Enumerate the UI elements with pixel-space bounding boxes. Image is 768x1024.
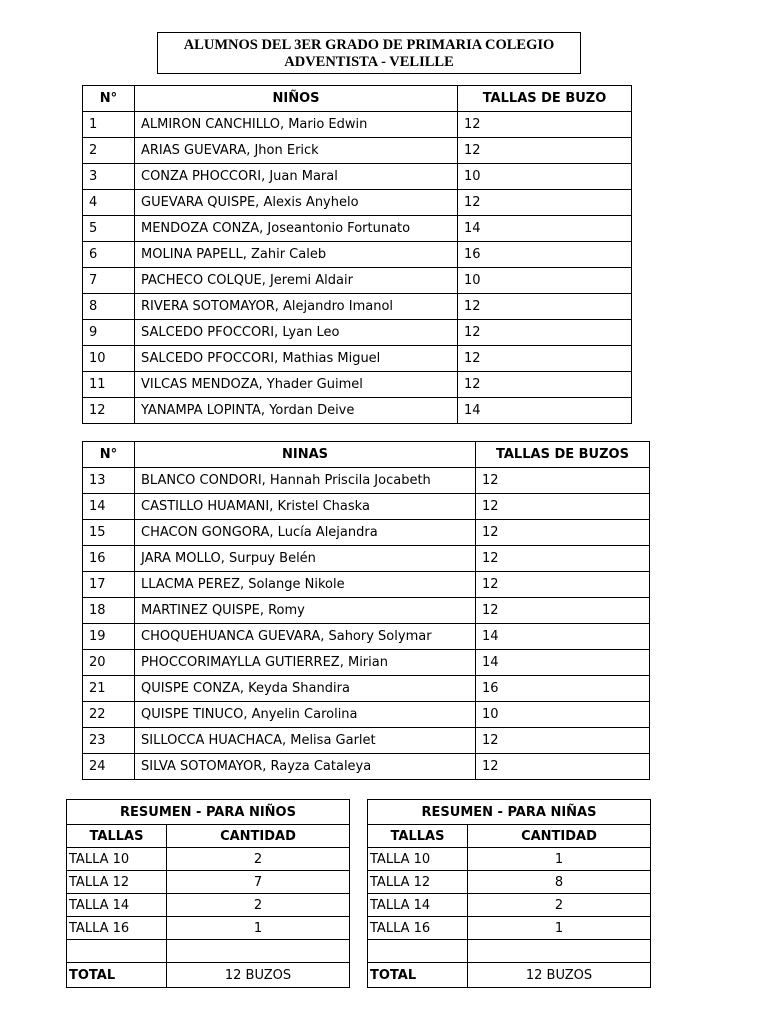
table-cell: 18 bbox=[83, 598, 135, 624]
table-row bbox=[83, 398, 632, 424]
table-cell: CONZA PHOCCORI, Juan Maral bbox=[135, 164, 458, 190]
table-cell: SILLOCCA HUACHACA, Melisa Garlet bbox=[135, 728, 476, 754]
table-row bbox=[67, 848, 350, 871]
table-cell: 7 bbox=[167, 871, 350, 894]
summary-total-label: TOTAL bbox=[368, 963, 468, 988]
table-cell: TALLA 12 bbox=[368, 871, 468, 894]
boys-table bbox=[82, 85, 632, 424]
table-row bbox=[67, 940, 350, 963]
table-cell: ALMIRON CANCHILLO, Mario Edwin bbox=[135, 112, 458, 138]
table-cell: 12 bbox=[458, 112, 632, 138]
table-cell bbox=[368, 940, 468, 963]
table-cell: 8 bbox=[83, 294, 135, 320]
title-line-2: ADVENTISTA - VELILLE bbox=[284, 54, 454, 70]
table-cell: RIVERA SOTOMAYOR, Alejandro Imanol bbox=[135, 294, 458, 320]
table-row bbox=[83, 520, 650, 546]
table-cell: MENDOZA CONZA, Joseantonio Fortunato bbox=[135, 216, 458, 242]
summary-header-sizes: TALLAS bbox=[67, 825, 167, 848]
table-row bbox=[83, 676, 650, 702]
table-cell: 12 bbox=[458, 138, 632, 164]
table-row bbox=[67, 894, 350, 917]
table-row bbox=[368, 871, 651, 894]
boys-table-body bbox=[83, 112, 632, 424]
table-cell: 12 bbox=[476, 468, 650, 494]
summary-boys-table bbox=[66, 799, 350, 988]
table-cell: TALLA 16 bbox=[368, 917, 468, 940]
table-cell: 14 bbox=[83, 494, 135, 520]
table-cell: 2 bbox=[167, 848, 350, 871]
table-row bbox=[83, 468, 650, 494]
table-cell: 2 bbox=[167, 894, 350, 917]
table-row bbox=[83, 650, 650, 676]
table-cell bbox=[167, 940, 350, 963]
table-row bbox=[83, 320, 632, 346]
table-cell: 3 bbox=[83, 164, 135, 190]
document-title bbox=[157, 32, 581, 74]
table-row bbox=[83, 598, 650, 624]
table-cell bbox=[67, 940, 167, 963]
table-cell: 20 bbox=[83, 650, 135, 676]
summary-total-row bbox=[368, 963, 651, 988]
header-number: N° bbox=[83, 86, 135, 112]
header-size: TALLAS DE BUZO bbox=[458, 86, 632, 112]
table-cell: 14 bbox=[476, 650, 650, 676]
table-cell: 14 bbox=[458, 216, 632, 242]
table-cell: 12 bbox=[458, 320, 632, 346]
table-row bbox=[83, 138, 632, 164]
table-cell: PHOCCORIMAYLLA GUTIERREZ, Mirian bbox=[135, 650, 476, 676]
summary-girls-table bbox=[367, 799, 651, 988]
table-cell: 16 bbox=[476, 676, 650, 702]
table-cell: SILVA SOTOMAYOR, Rayza Cataleya bbox=[135, 754, 476, 780]
table-cell: 16 bbox=[83, 546, 135, 572]
table-row bbox=[83, 216, 632, 242]
table-cell: 12 bbox=[476, 494, 650, 520]
table-cell: 12 bbox=[458, 346, 632, 372]
table-cell: 5 bbox=[83, 216, 135, 242]
table-row bbox=[83, 268, 632, 294]
table-cell: CHOQUEHUANCA GUEVARA, Sahory Solymar bbox=[135, 624, 476, 650]
table-cell: 12 bbox=[476, 520, 650, 546]
table-row bbox=[83, 294, 632, 320]
table-cell: 12 bbox=[83, 398, 135, 424]
table-cell: 19 bbox=[83, 624, 135, 650]
summary-title: RESUMEN - PARA NIÑAS bbox=[368, 800, 651, 825]
table-row bbox=[83, 754, 650, 780]
table-row bbox=[83, 346, 632, 372]
table-cell: BLANCO CONDORI, Hannah Priscila Jocabeth bbox=[135, 468, 476, 494]
table-row bbox=[83, 242, 632, 268]
table-row bbox=[83, 112, 632, 138]
table-row bbox=[83, 546, 650, 572]
table-cell: TALLA 10 bbox=[368, 848, 468, 871]
table-row bbox=[83, 702, 650, 728]
table-row bbox=[368, 894, 651, 917]
table-cell: TALLA 16 bbox=[67, 917, 167, 940]
table-cell: CHACON GONGORA, Lucía Alejandra bbox=[135, 520, 476, 546]
girls-table bbox=[82, 441, 650, 780]
boys-header-row bbox=[83, 86, 632, 112]
table-row bbox=[368, 940, 651, 963]
table-cell: 12 bbox=[458, 190, 632, 216]
summary-total-value: 12 BUZOS bbox=[468, 963, 651, 988]
table-cell: 12 bbox=[476, 754, 650, 780]
table-cell: 12 bbox=[458, 372, 632, 398]
header-size: TALLAS DE BUZOS bbox=[476, 442, 650, 468]
table-row bbox=[67, 917, 350, 940]
table-cell: MARTINEZ QUISPE, Romy bbox=[135, 598, 476, 624]
table-cell: 11 bbox=[83, 372, 135, 398]
table-cell: 15 bbox=[83, 520, 135, 546]
table-cell: 8 bbox=[468, 871, 651, 894]
table-row bbox=[67, 871, 350, 894]
table-cell: 13 bbox=[83, 468, 135, 494]
table-cell: 10 bbox=[458, 268, 632, 294]
table-cell: 17 bbox=[83, 572, 135, 598]
header-names: NIÑOS bbox=[135, 86, 458, 112]
table-cell: 14 bbox=[476, 624, 650, 650]
table-cell: 1 bbox=[468, 848, 651, 871]
table-cell: CASTILLO HUAMANI, Kristel Chaska bbox=[135, 494, 476, 520]
table-cell: SALCEDO PFOCCORI, Lyan Leo bbox=[135, 320, 458, 346]
table-cell: 7 bbox=[83, 268, 135, 294]
table-cell: 24 bbox=[83, 754, 135, 780]
table-cell: 2 bbox=[468, 894, 651, 917]
table-cell: 10 bbox=[83, 346, 135, 372]
girls-table-body bbox=[83, 468, 650, 780]
girls-header-row bbox=[83, 442, 650, 468]
table-row bbox=[83, 372, 632, 398]
table-cell: 12 bbox=[458, 294, 632, 320]
table-cell: SALCEDO PFOCCORI, Mathias Miguel bbox=[135, 346, 458, 372]
summary-total-value: 12 BUZOS bbox=[167, 963, 350, 988]
table-cell: YANAMPA LOPINTA, Yordan Deive bbox=[135, 398, 458, 424]
table-cell: 4 bbox=[83, 190, 135, 216]
table-cell: 9 bbox=[83, 320, 135, 346]
table-cell: 6 bbox=[83, 242, 135, 268]
table-cell: 12 bbox=[476, 598, 650, 624]
table-cell: 1 bbox=[83, 112, 135, 138]
table-cell: 12 bbox=[476, 546, 650, 572]
table-cell: 12 bbox=[476, 572, 650, 598]
header-names: NINAS bbox=[135, 442, 476, 468]
summary-header-quantity: CANTIDAD bbox=[468, 825, 651, 848]
summary-header-sizes: TALLAS bbox=[368, 825, 468, 848]
table-cell: JARA MOLLO, Surpuy Belén bbox=[135, 546, 476, 572]
title-line-1: ALUMNOS DEL 3ER GRADO DE PRIMARIA COLEGIO bbox=[183, 37, 555, 53]
table-row bbox=[83, 624, 650, 650]
table-cell: ARIAS GUEVARA, Jhon Erick bbox=[135, 138, 458, 164]
table-cell: GUEVARA QUISPE, Alexis Anyhelo bbox=[135, 190, 458, 216]
table-cell: LLACMA PEREZ, Solange Nikole bbox=[135, 572, 476, 598]
header-number: N° bbox=[83, 442, 135, 468]
table-row bbox=[368, 917, 651, 940]
table-cell: 23 bbox=[83, 728, 135, 754]
table-cell: 21 bbox=[83, 676, 135, 702]
table-row bbox=[368, 848, 651, 871]
table-cell: 14 bbox=[458, 398, 632, 424]
table-row bbox=[83, 572, 650, 598]
table-cell: 1 bbox=[167, 917, 350, 940]
summary-title: RESUMEN - PARA NIÑOS bbox=[67, 800, 350, 825]
table-row bbox=[83, 164, 632, 190]
summary-total-row bbox=[67, 963, 350, 988]
table-row bbox=[83, 494, 650, 520]
table-cell: QUISPE TINUCO, Anyelin Carolina bbox=[135, 702, 476, 728]
table-cell: 10 bbox=[458, 164, 632, 190]
summary-boys-body bbox=[67, 848, 350, 963]
table-cell: 10 bbox=[476, 702, 650, 728]
table-cell bbox=[468, 940, 651, 963]
table-row bbox=[83, 190, 632, 216]
table-cell: 1 bbox=[468, 917, 651, 940]
table-cell: TALLA 12 bbox=[67, 871, 167, 894]
table-row bbox=[83, 728, 650, 754]
summary-total-label: TOTAL bbox=[67, 963, 167, 988]
table-cell: QUISPE CONZA, Keyda Shandira bbox=[135, 676, 476, 702]
table-cell: 22 bbox=[83, 702, 135, 728]
summary-header-quantity: CANTIDAD bbox=[167, 825, 350, 848]
table-cell: 16 bbox=[458, 242, 632, 268]
table-cell: MOLINA PAPELL, Zahir Caleb bbox=[135, 242, 458, 268]
table-cell: VILCAS MENDOZA, Yhader Guimel bbox=[135, 372, 458, 398]
table-cell: 12 bbox=[476, 728, 650, 754]
summary-girls-body bbox=[368, 848, 651, 963]
table-cell: TALLA 10 bbox=[67, 848, 167, 871]
table-cell: TALLA 14 bbox=[67, 894, 167, 917]
table-cell: PACHECO COLQUE, Jeremi Aldair bbox=[135, 268, 458, 294]
table-cell: 2 bbox=[83, 138, 135, 164]
table-cell: TALLA 14 bbox=[368, 894, 468, 917]
